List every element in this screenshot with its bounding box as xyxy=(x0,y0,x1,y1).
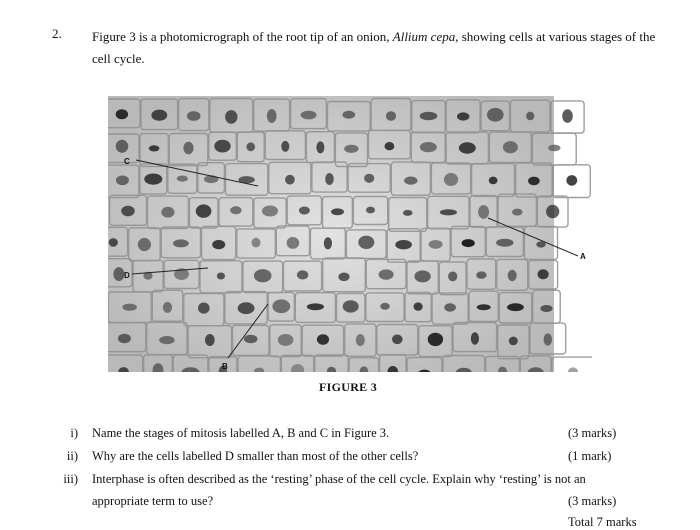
nucleus xyxy=(238,302,255,314)
nucleus xyxy=(338,273,349,282)
nucleus xyxy=(138,238,151,251)
nucleus xyxy=(116,109,128,119)
nucleus xyxy=(507,303,524,311)
subq-1-marks: (3 marks) xyxy=(568,426,617,440)
nucleus xyxy=(196,204,212,217)
nucleus xyxy=(325,173,334,185)
nucleus xyxy=(244,335,258,343)
nucleus xyxy=(414,302,423,310)
nucleus xyxy=(262,206,278,217)
nucleus xyxy=(385,142,395,150)
nucleus xyxy=(562,109,573,123)
nucleus xyxy=(538,269,549,279)
nucleus xyxy=(440,209,457,215)
nucleus xyxy=(173,239,189,247)
nucleus xyxy=(163,302,172,313)
nucleus xyxy=(544,333,552,345)
nucleus xyxy=(379,269,394,279)
nucleus xyxy=(478,205,489,219)
nucleus xyxy=(272,299,290,313)
subq-1-numeral: i) xyxy=(70,426,78,440)
nucleus xyxy=(566,175,577,186)
nucleus xyxy=(386,111,396,121)
nucleus xyxy=(459,142,476,153)
nucleus xyxy=(457,112,469,120)
nucleus xyxy=(356,334,365,346)
nucleus xyxy=(281,141,289,152)
nucleus xyxy=(177,176,188,182)
nucleus xyxy=(395,240,412,249)
nucleus xyxy=(487,108,504,122)
nucleus xyxy=(536,241,545,247)
subq-2-text: Why are the cells labelled D smaller than most of the other cells? xyxy=(92,449,419,463)
nucleus xyxy=(444,173,458,186)
subq-3-text-line1: Interphase is often described as the ‘resting’ phase of the cell cycle. Explain why ‘resting’ is not an xyxy=(92,472,586,486)
nucleus xyxy=(299,207,310,215)
nucleus xyxy=(121,206,135,217)
nucleus xyxy=(183,142,193,155)
nucleus xyxy=(151,110,167,121)
nucleus xyxy=(307,303,324,310)
nucleus xyxy=(462,239,475,247)
question-number: 2. xyxy=(52,26,62,41)
nucleus xyxy=(123,304,137,311)
nucleus xyxy=(489,177,498,185)
subq-2-marks: (1 mark) xyxy=(568,449,612,463)
nucleus xyxy=(116,176,129,186)
nucleus xyxy=(503,141,518,153)
nucleus xyxy=(230,206,241,214)
nucleus xyxy=(159,336,174,344)
nucleus xyxy=(254,269,272,282)
nucleus xyxy=(508,270,517,281)
nucleus xyxy=(392,335,403,345)
nucleus xyxy=(366,207,375,214)
nucleus xyxy=(297,270,308,279)
subq-3-marks: (3 marks) xyxy=(568,494,617,508)
total-marks: Total 7 marks xyxy=(568,515,637,529)
nucleus xyxy=(144,174,162,185)
nucleus xyxy=(364,174,374,183)
subq-1-text: Name the stages of mitosis labelled A, B and C in Figure 3. xyxy=(92,426,390,440)
label-d: D xyxy=(124,271,130,280)
nucleus xyxy=(404,177,417,185)
intro-text-part2: , showing cells at various stages of the cell cycle. xyxy=(92,29,656,66)
subq-2-numeral: ii) xyxy=(66,449,78,463)
nucleus xyxy=(403,210,413,216)
question-intro xyxy=(92,26,662,70)
nucleus xyxy=(225,110,237,124)
nucleus xyxy=(548,145,560,152)
nucleus xyxy=(246,142,255,151)
nucleus xyxy=(540,305,552,312)
nucleus xyxy=(214,140,230,153)
label-c: C xyxy=(124,157,130,166)
nucleus xyxy=(316,141,324,153)
nucleus xyxy=(161,207,174,218)
nucleus xyxy=(149,145,160,151)
nucleus xyxy=(428,333,443,346)
label-a: A xyxy=(580,252,586,261)
nucleus xyxy=(477,304,491,310)
nucleus xyxy=(252,238,261,248)
nucleus xyxy=(343,300,359,312)
intro-species-name: Allium cepa xyxy=(392,29,456,44)
nucleus xyxy=(546,205,559,219)
nucleus xyxy=(512,209,522,216)
nucleus xyxy=(448,272,457,282)
nucleus xyxy=(344,145,358,153)
nucleus xyxy=(420,142,437,152)
nucleus xyxy=(212,240,225,249)
label-b: B xyxy=(222,362,228,371)
nucleus xyxy=(116,140,129,153)
nucleus xyxy=(380,303,390,310)
nucleus xyxy=(324,237,332,249)
nucleus xyxy=(414,270,430,282)
nucleus xyxy=(113,267,124,281)
nucleus xyxy=(301,111,317,120)
nucleus xyxy=(509,337,518,346)
nucleus xyxy=(198,303,210,314)
nucleus xyxy=(217,273,225,280)
subq-3-numeral: iii) xyxy=(63,472,78,486)
nucleus xyxy=(267,109,277,123)
photomicrograph xyxy=(108,96,592,372)
nucleus xyxy=(528,177,540,186)
nucleus xyxy=(287,237,300,249)
photomicrograph-image xyxy=(108,96,592,372)
nucleus xyxy=(118,334,131,343)
nucleus xyxy=(476,271,486,278)
nucleus xyxy=(317,334,329,345)
nucleus xyxy=(187,111,201,121)
nucleus xyxy=(526,112,534,121)
nucleus xyxy=(342,111,355,119)
nucleus xyxy=(285,175,295,185)
nucleus xyxy=(278,334,294,346)
nucleus xyxy=(109,238,118,247)
nucleus xyxy=(205,334,215,346)
nucleus xyxy=(444,303,456,311)
nucleus xyxy=(420,112,438,121)
intro-text-part1: Figure 3 is a photomicrograph of the root tip of an onion, xyxy=(92,29,393,44)
nucleus xyxy=(358,236,374,249)
nucleus xyxy=(496,239,513,247)
nucleus xyxy=(471,332,479,344)
nucleus xyxy=(331,208,344,215)
subq-3-text-line2: appropriate term to use? xyxy=(92,494,214,508)
nucleus xyxy=(429,240,443,249)
figure-caption: FIGURE 3 xyxy=(319,380,378,394)
